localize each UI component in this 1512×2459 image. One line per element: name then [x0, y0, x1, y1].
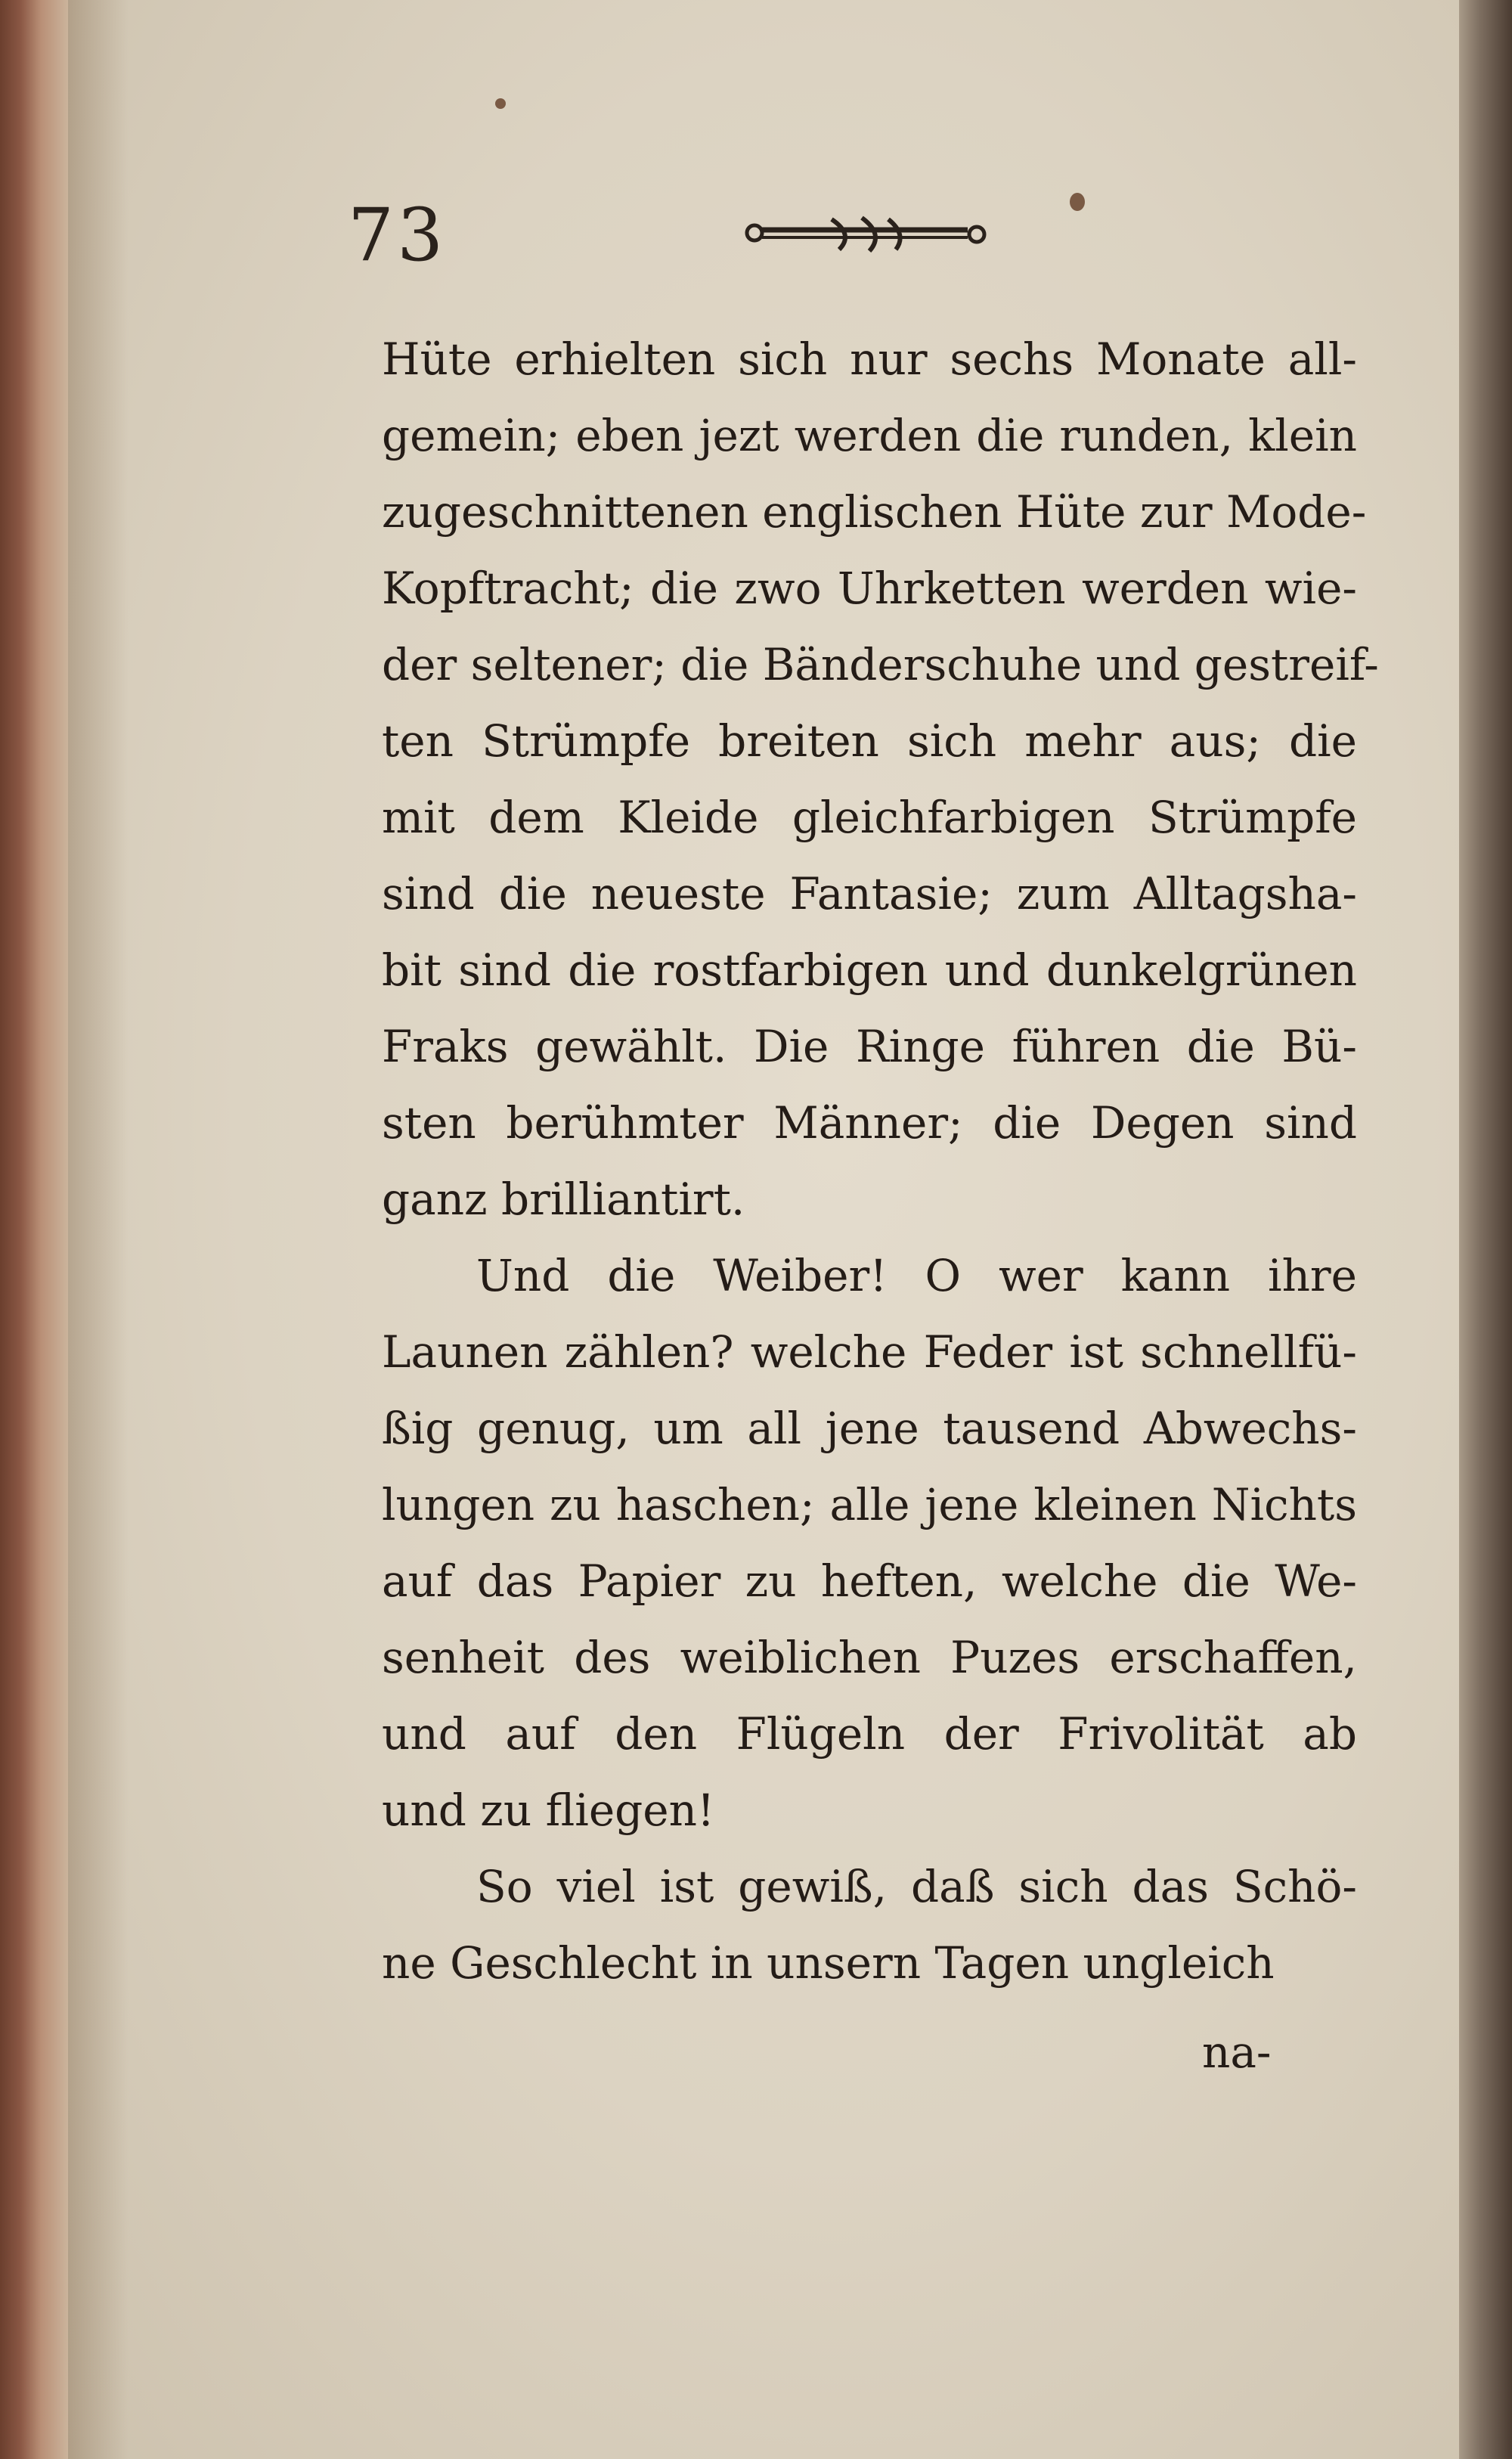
text-line: ganz brilliantirt. — [382, 1174, 745, 1225]
text-line: ten Strümpfe breiten sich mehr aus; die — [382, 715, 1357, 767]
header-ornament-icon — [741, 204, 990, 257]
text-line: sten berühmter Männer; die Degen sind — [382, 1097, 1357, 1149]
text-line: Launen zählen? welche Feder ist schnellfü- — [382, 1326, 1357, 1378]
text-line: zugeschnittenen englischen Hüte zur Mode- — [382, 486, 1367, 538]
book-binding-left — [0, 0, 68, 2459]
text-line: Hüte erhielten sich nur sechs Monate all- — [382, 333, 1357, 385]
text-line: senheit des weiblichen Puzes erschaffen, — [382, 1632, 1357, 1683]
text-line: ne Geschlecht in unsern Tagen ungleich — [382, 1937, 1275, 1989]
body-text — [382, 321, 1379, 2002]
text-line: Kopftracht; die zwo Uhrketten werden wie- — [382, 563, 1357, 614]
text-line: bit sind die rostfarbigen und dunkelgrünen — [382, 944, 1357, 996]
text-line: und zu fliegen! — [382, 1785, 715, 1836]
page-number: 73 — [348, 193, 447, 278]
text-line: Fraks gewählt. Die Ringe führen die Bü- — [382, 1021, 1357, 1072]
paper-speck — [495, 98, 506, 109]
text-line: Und die Weiber! O wer kann ihre — [476, 1250, 1357, 1301]
text-line: So viel ist gewiß, daß sich das Schö- — [476, 1861, 1357, 1912]
text-line: sind die neueste Fantasie; zum Alltagsha- — [382, 868, 1357, 919]
paper-speck — [1070, 193, 1085, 211]
text-line: lungen zu haschen; alle jene kleinen Nichts — [382, 1479, 1357, 1530]
text-line: und auf den Flügeln der Frivolität ab — [382, 1708, 1357, 1760]
text-line: der seltener; die Bänderschuhe und gestreif- — [382, 639, 1379, 690]
catchword: na- — [1202, 2026, 1272, 2078]
text-line: mit dem Kleide gleichfarbigen Strümpfe — [382, 792, 1357, 843]
text-line: ßig genug, um all jene tausend Abwechs- — [382, 1403, 1357, 1454]
book-edge-right — [1459, 0, 1512, 2459]
text-line: auf das Papier zu heften, welche die We- — [382, 1555, 1357, 1607]
text-line: gemein; eben jezt werden die runden, klein — [382, 410, 1357, 461]
